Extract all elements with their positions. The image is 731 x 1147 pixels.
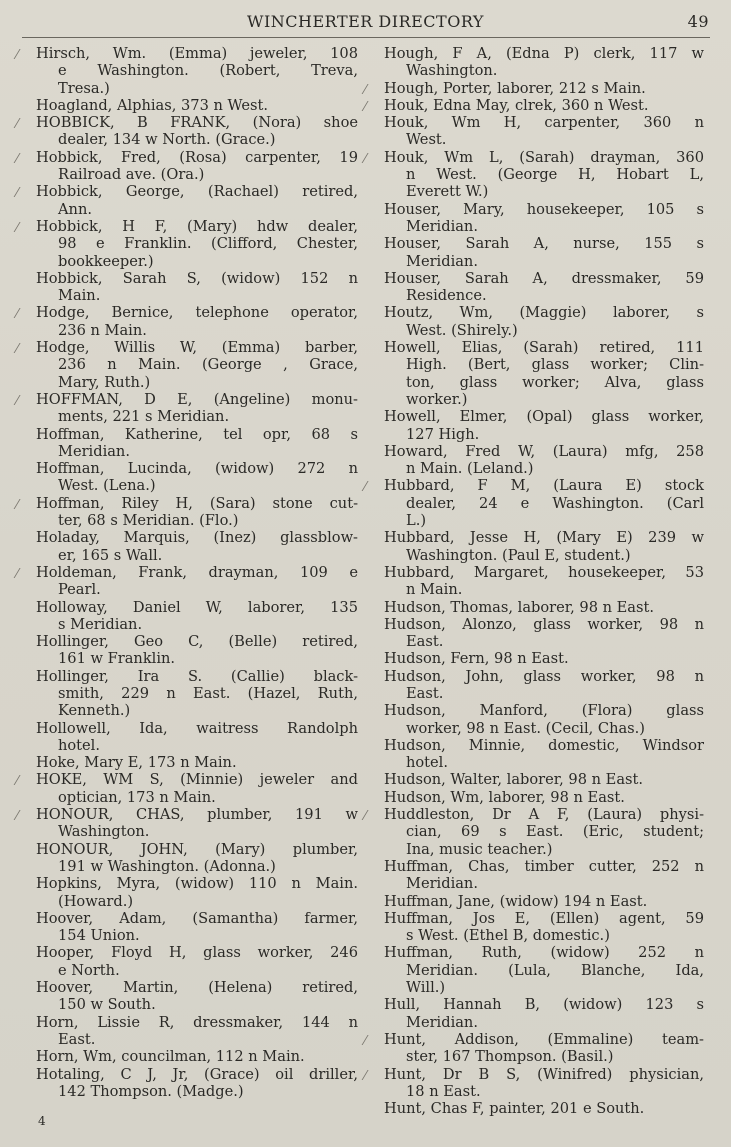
directory-entry [384,201,704,236]
directory-entry [384,529,704,564]
pencil-check-mark-icon: ⁄ [16,809,19,825]
entry-line: Will.) [406,979,446,997]
entry-line: Hoagland, Alphias, 373 n West. [36,96,268,114]
directory-entry [36,97,358,114]
entry-line: Howard, Fred W, (Laura) mfg, 258 [384,442,704,460]
entry-line: n West. (George H, Hobart L, [406,166,704,184]
entry-line: n Main. (Leland.) [406,460,534,478]
entry-line: 142 Thompson. (Madge.) [58,1082,244,1100]
entry-line: Everett W.) [406,183,489,201]
pencil-check-mark-icon: ⁄ [16,117,19,133]
directory-entry [384,737,704,772]
entry-line: optician, 173 n Main. [58,788,216,806]
pencil-check-mark-icon: ⁄ [364,1068,367,1084]
directory-entry [384,910,704,945]
entry-line: East. [406,633,444,651]
footer-mark: 4 [38,1114,46,1128]
pencil-check-mark-icon: ⁄ [16,48,19,63]
entry-line: Hubbard, Margaret, housekeeper, 53 [384,563,704,581]
entry-line: HOBBICK, B FRANK, (Nora) shoe [36,114,358,132]
directory-entry [364,477,704,530]
entry-line: Howell, Elias, (Sarah) retired, 111 [384,339,704,357]
page-header [0,12,731,36]
entry-line: Meridian. (Lula, Blanche, Ida, [406,961,704,979]
entry-line: Houtz, Wm, (Maggie) laborer, s [384,304,704,322]
entry-line: Hollinger, Ira S. (Callie) black- [36,667,358,685]
entry-line: HOFFMAN, D E, (Angeline) monu- [36,390,358,408]
pencil-check-mark-icon: ⁄ [364,809,367,825]
directory-entry [384,270,704,305]
entry-line: 236 n Main. [58,321,147,339]
directory-entry [16,304,358,339]
entry-line: Houser, Sarah A, dressmaker, 59 [384,269,704,287]
directory-entry [16,114,358,149]
directory-entry [36,1066,358,1101]
entry-line: Kenneth.) [58,702,131,720]
entry-line: West. (Lena.) [58,477,156,495]
entry-line: Hull, Hannah B, (widow) 123 s [384,996,704,1014]
entry-line: bookkeeper.) [58,252,154,270]
pencil-check-mark-icon: ⁄ [364,82,367,98]
entry-line: Houk, Edna May, clrek, 360 n West. [384,96,649,114]
directory-entry [36,1014,358,1049]
entry-line: Howell, Elmer, (Opal) glass worker, [384,408,704,426]
pencil-check-mark-icon: ⁄ [16,307,19,323]
entry-line: Hobbick, Fred, (Rosa) carpenter, 19 [36,148,358,166]
directory-entry [384,771,704,788]
pencil-check-mark-icon: ⁄ [16,393,19,409]
entry-line: Hudson, Minnie, domestic, Windsor [384,736,704,754]
directory-entry [384,702,704,737]
pencil-check-mark-icon: ⁄ [16,186,19,202]
entry-line: Houk, Wm H, carpenter, 360 n [384,114,704,132]
entry-line: ter, 68 s Meridian. (Flo.) [58,512,239,530]
entry-line: e Washington. (Robert, Treva, [58,62,358,80]
entry-line: Houser, Mary, housekeeper, 105 s [384,200,704,218]
entry-line: Main. [58,287,101,305]
entry-line: Huffman, Jane, (widow) 194 n East. [384,892,648,910]
directory-entry [364,148,704,201]
entry-line: Ina, music teacher.) [406,840,553,858]
entry-line: Hunt, Dr B S, (Winifred) physician, [384,1065,704,1083]
page-number: 49 [687,12,709,31]
entry-line: Hubbard, Jesse H, (Mary E) 239 w [384,529,704,547]
entry-line: Meridian. [406,1013,478,1031]
directory-entry [384,339,704,408]
pencil-check-mark-icon: ⁄ [364,480,367,496]
pencil-check-mark-icon: ⁄ [364,99,367,115]
entry-line: Hoffman, Katherine, tel opr, 68 s [36,425,358,443]
entry-line: Hoffman, Riley H, (Sara) stone cut- [36,494,358,512]
entry-line: 236 n Main. (George , Grace, [58,356,358,374]
directory-entry [36,270,358,305]
entry-line: Horn, Wm, councilman, 112 n Main. [36,1048,305,1066]
entry-line: hotel. [58,736,100,754]
entry-line: 127 High. [406,425,480,443]
entry-line: Hoover, Martin, (Helena) retired, [36,979,358,997]
directory-entry [36,841,358,876]
entry-line: Washington. (Paul E, student.) [406,546,631,564]
directory-entry [36,599,358,634]
directory-entry [384,408,704,443]
entry-line: Horn, Lissie R, dressmaker, 144 n [36,1013,358,1031]
entry-line: Holdeman, Frank, drayman, 109 e [36,563,358,581]
entry-line: dealer, 24 e Washington. (Carl [406,494,704,512]
directory-entry [16,771,358,806]
directory-entry [16,217,358,270]
directory-entry [384,235,704,270]
directory-entry [36,460,358,495]
directory-entry [36,633,358,668]
directory-entry [36,754,358,771]
directory-entry [364,806,704,858]
entry-line: Hoover, Adam, (Samantha) farmer, [36,909,358,927]
entry-line: Hudson, Walter, laborer, 98 n East. [384,771,644,789]
directory-entry [364,1030,704,1066]
entry-line: e North. [58,961,120,979]
entry-line: (Howard.) [58,892,134,910]
entry-line: n Main. [406,581,463,599]
entry-line: HOKE, WM S, (Minnie) jeweler and [36,771,358,789]
entry-line: Huffman, Chas, timber cutter, 252 n [384,857,704,875]
directory-entry [16,494,358,530]
directory-entry [384,304,704,339]
directory-entry [16,806,358,841]
entry-line: cian, 69 s East. (Eric, student; [406,823,704,841]
entry-line: s West. (Ethel B, domestic.) [406,927,610,945]
entry-line: 191 w Washington. (Adonna.) [58,857,276,875]
directory-entry [384,650,704,667]
entry-line: High. (Bert, glass worker; Clin- [406,356,704,374]
directory-entry [384,1100,704,1117]
entry-line: Tresa.) [58,79,110,97]
entry-line: Hopkins, Myra, (widow) 110 n Main. [36,875,358,893]
entry-line: 150 w South. [58,996,156,1014]
right-column [364,45,704,1118]
entry-line: 161 w Franklin. [58,650,176,668]
directory-entry [384,564,704,599]
entry-line: Hodge, Willis W, (Emma) barber, [36,339,358,357]
directory-entry [36,979,358,1014]
entry-line: Hobbick, Sarah S, (widow) 152 n [36,269,358,287]
entry-line: Huffman, Ruth, (widow) 252 n [384,944,704,962]
entry-line: Hudson, Alonzo, glass worker, 98 n [384,615,704,633]
pencil-check-mark-icon: ⁄ [16,342,19,358]
directory-entry [384,114,704,149]
entry-line: Huddleston, Dr A F, (Laura) physi- [384,806,704,824]
directory-entry [36,426,358,461]
entry-line: Hunt, Chas F, painter, 201 e South. [384,1100,645,1118]
entry-line: Hollinger, Geo C, (Belle) retired, [36,633,358,651]
entry-line: HONOUR, JOHN, (Mary) plumber, [36,840,358,858]
directory-entry [36,720,358,755]
pencil-check-mark-icon: ⁄ [364,1033,367,1049]
entry-line: Hoke, Mary E, 173 n Main. [36,754,237,772]
entry-line: hotel. [406,754,448,772]
directory-entry [36,875,358,910]
entry-line: Huffman, Jos E, (Ellen) agent, 59 [384,909,704,927]
entry-line: dealer, 134 w North. (Grace.) [58,131,276,149]
entry-line: East. [58,1030,96,1048]
entry-line: Pearl. [58,581,101,599]
entry-line: Hirsch, Wm. (Emma) jeweler, 108 [36,45,358,62]
entry-line: Houk, Wm L, (Sarah) drayman, 360 [384,148,704,166]
entry-line: Houser, Sarah A, nurse, 155 s [384,235,704,253]
entry-line: Meridian. [406,217,478,235]
entry-line: Holaday, Marquis, (Inez) glassblow- [36,529,358,547]
directory-entry [384,996,704,1031]
entry-line: 18 n East. [406,1082,481,1100]
directory-entry [16,45,358,97]
pencil-check-mark-icon: ⁄ [364,151,367,167]
entry-line: Residence. [406,287,487,305]
entry-line: HONOUR, CHAS, plumber, 191 w [36,806,358,824]
directory-entry [16,148,358,184]
directory-entry [384,616,704,651]
entry-line: Meridian. [58,442,130,460]
pencil-check-mark-icon: ⁄ [16,566,19,582]
directory-entry [36,668,358,720]
entry-line: ster, 167 Thompson. (Basil.) [406,1048,614,1066]
directory-entry [36,529,358,564]
entry-line: Hudson, Manford, (Flora) glass [384,702,704,720]
entry-line: 154 Union. [58,927,140,945]
directory-entry [384,893,704,910]
entry-line: smith, 229 n East. (Hazel, Ruth, [58,684,358,702]
entry-line: Hunt, Addison, (Emmaline) team- [384,1030,704,1048]
entry-line: Hudson, Thomas, laborer, 98 n East. [384,598,654,616]
directory-entry [364,79,704,98]
entry-line: Railroad ave. (Ora.) [58,166,205,184]
entry-line: ments, 221 s Meridian. [58,408,230,426]
entry-line: worker.) [406,390,468,408]
directory-entry [16,339,358,391]
entry-line: West. [406,131,447,149]
entry-line: West. (Shirely.) [406,321,518,339]
directory-entry [16,563,358,599]
entry-line: East. [406,684,444,702]
entry-line: Meridian. [406,875,478,893]
entry-line: worker, 98 n East. (Cecil, Chas.) [406,719,645,737]
entry-line: Hotaling, C J, Jr, (Grace) oil driller, [36,1065,358,1083]
entry-line: Hoffman, Lucinda, (widow) 272 n [36,460,358,478]
pencil-check-mark-icon: ⁄ [16,151,19,167]
entry-line: Hough, F A, (Edna P) clerk, 117 w [384,45,704,62]
directory-entry [364,1065,704,1101]
entry-line: Hudson, Fern, 98 n East. [384,650,569,668]
pencil-check-mark-icon: ⁄ [16,774,19,790]
directory-entry [384,599,704,616]
entry-line: L.) [406,512,427,530]
header-rule [22,37,710,38]
directory-entry [36,944,358,979]
entry-line: Ann. [58,200,92,218]
directory-entry [384,443,704,478]
entry-line: Meridian. [406,252,478,270]
directory-entry [36,1048,358,1065]
entry-line: Hollowell, Ida, waitress Randolph [36,719,358,737]
entry-line: Hooper, Floyd H, glass worker, 246 [36,944,358,962]
directory-entry [384,858,704,893]
entry-line: ton, glass worker; Alva, glass [406,373,704,391]
entry-line: s Meridian. [58,615,143,633]
entry-line: Hodge, Bernice, telephone operator, [36,304,358,322]
left-column [16,45,358,1100]
directory-entry [384,668,704,703]
pencil-check-mark-icon: ⁄ [16,497,19,513]
entry-line: Washington. [58,823,150,841]
entry-line: 98 e Franklin. (Clifford, Chester, [58,235,358,253]
entry-line: Mary, Ruth.) [58,373,151,391]
pencil-check-mark-icon: ⁄ [16,220,19,236]
directory-entry [384,45,704,80]
entry-line: Hudson, John, glass worker, 98 n [384,667,704,685]
directory-entry [36,910,358,945]
entry-line: Hobbick, H F, (Mary) hdw dealer, [36,217,358,235]
directory-entry [16,390,358,426]
entry-line: Holloway, Daniel W, laborer, 135 [36,598,358,616]
entry-line: Hudson, Wm, laborer, 98 n East. [384,788,625,806]
directory-entry [16,183,358,218]
directory-entry [384,944,704,996]
entry-line: Hough, Porter, laborer, 212 s Main. [384,79,646,97]
directory-entry [364,96,704,115]
page-title: WINCHERTER DIRECTORY [247,12,484,31]
entry-line: Hobbick, George, (Rachael) retired, [36,183,358,201]
directory-entry [384,789,704,806]
entry-line: Hubbard, F M, (Laura E) stock [384,477,704,495]
entry-line: er, 165 s Wall. [58,546,163,564]
entry-line: Washington. [406,62,498,80]
